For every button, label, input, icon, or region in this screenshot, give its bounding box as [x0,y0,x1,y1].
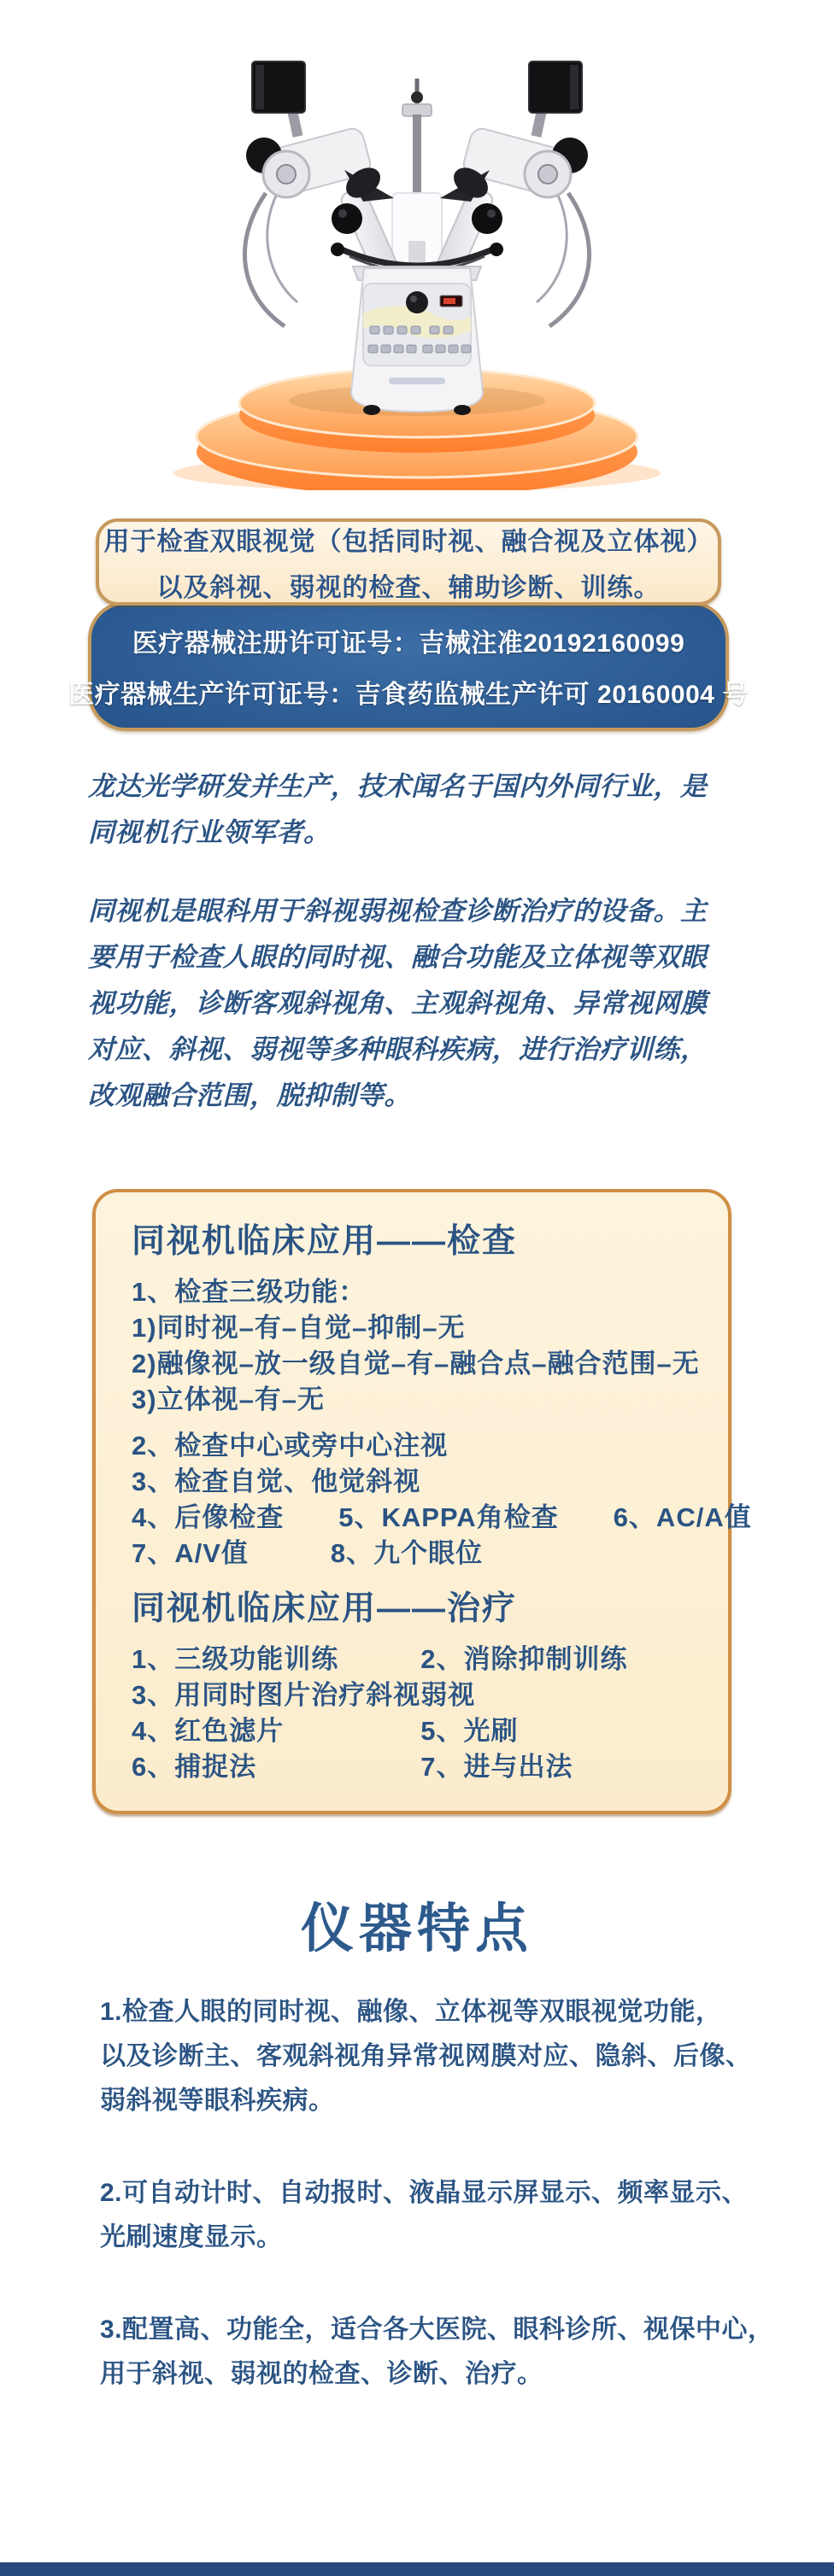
features-title: 仪器特点 [300,1900,533,1958]
text-line: 要用于检查人眼的同时视、融合功能及立体视等双眼 [88,942,708,972]
treat-section-title: 同视机临床应用——治疗 [132,1590,518,1627]
product-photo [139,12,695,490]
intro-box-line: 以及斜视、弱视的检查、辅助诊断、训练。 [156,574,661,602]
check-list [132,1274,752,1572]
license-line: 医疗器械生产许可证号：吉食药监械生产许可 20160004 号 [68,681,749,709]
check-list-line: 2)融像视–放一级自觉–有–融合点–融合范围–无 [132,1349,700,1379]
text-line: 以及诊断主、客观斜视角异常视网膜对应、隐斜、后像、 [100,2042,752,2070]
about-section [88,764,756,1151]
treat-list [132,1642,696,1785]
text-line: 龙达光学研发并生产，技术闻名于国内外同行业，是 [88,771,708,801]
text-line: 弱斜视等眼科疾病。 [100,2087,335,2115]
treat-list-line: 1、三级功能训练 2、消除抑制训练 [132,1644,628,1674]
footer-strip [0,2562,834,2576]
check-list-line: 3、检查自觉、他觉斜视 [132,1467,421,1496]
text-line: 3.配置高、功能全，适合各大医院、眼科诊所、视保中心， [100,2315,774,2344]
features-section [100,1990,774,2397]
license-banner [68,601,749,731]
text-line: 视功能，诊断客观斜视角、主观斜视角、异常视网膜 [88,988,708,1018]
check-list-line: 4、后像检查 5、KAPPA角检查 6、AC/A值 [132,1502,752,1532]
feature-paragraph-2 [100,2171,758,2260]
text-line: 对应、斜视、弱视等多种眼科疾病，进行治疗训练， [88,1034,708,1064]
check-list-line: 1)同时视–有–自觉–抑制–无 [132,1313,466,1343]
about-paragraph-2 [88,888,756,1119]
intro-box [96,518,721,606]
treat-list-line: 6、捕捉法 7、进与出法 [132,1752,573,1782]
check-list-line: 1、检查三级功能： [132,1277,367,1307]
check-list-line: 7、A/V值 8、九个眼位 [132,1538,484,1568]
feature-paragraph-1 [100,1990,758,2123]
treat-list-line: 4、红色滤片 5、光刷 [132,1716,519,1746]
text-line: 用于斜视、弱视的检查、诊断、治疗。 [100,2360,543,2388]
check-section-title: 同视机临床应用——检查 [132,1223,518,1260]
text-line: 1.检查人眼的同时视、融像、立体视等双眼视觉功能， [100,1998,722,2026]
text-line: 同视机是眼科用于斜视弱视检查诊断治疗的设备。主 [88,896,708,926]
clinical-application-card [92,1189,752,1814]
license-line: 医疗器械注册许可证号：吉械注准20192160099 [132,629,685,658]
text-line: 2.可自动计时、自动报时、液晶显示屏显示、频率显示、 [100,2179,749,2207]
text-line: 同视机行业领军者。 [88,817,331,847]
treat-list-line: 3、用同时图片治疗斜视弱视 [132,1680,476,1710]
intro-box-line: 用于检查双眼视觉（包括同时视、融合视及立体视） [103,528,714,556]
about-paragraph-1 [88,764,756,856]
text-line: 光刷速度显示。 [100,2223,283,2251]
text-line: 改观融合范围，脱抑制等。 [88,1080,411,1110]
check-list-line: 3)立体视–有–无 [132,1385,326,1414]
check-list-line: 2、检查中心或旁中心注视 [132,1431,449,1461]
feature-paragraph-3 [100,2308,774,2397]
